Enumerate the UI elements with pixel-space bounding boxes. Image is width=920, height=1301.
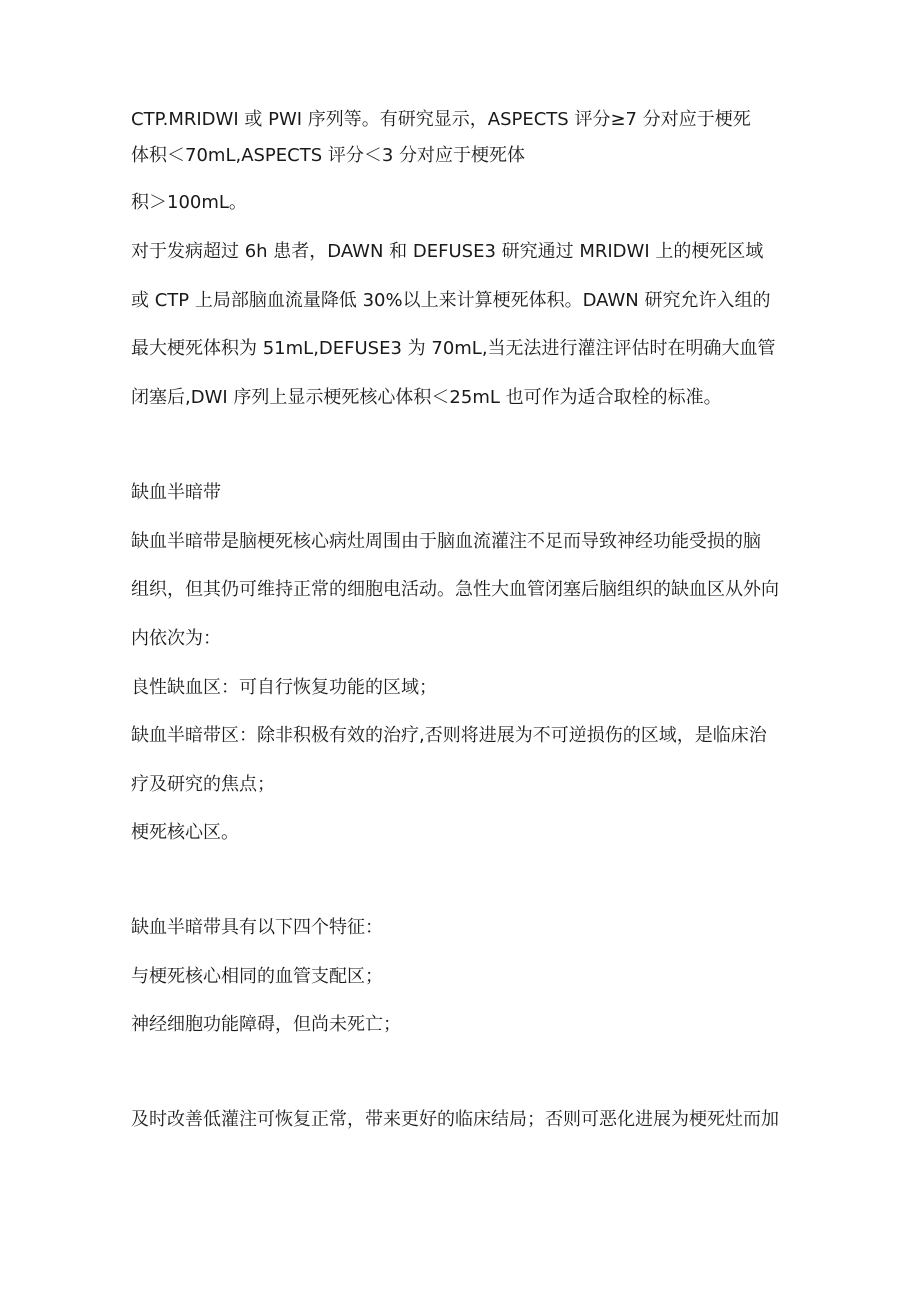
text-line: 缺血半暗带是脑梗死核心病灶周围由于脑血流灌注不足而导致神经功能受损的脑 [131,531,761,552]
text-line: 体积＜70mL,ASPECTS 评分＜3 分对应于梗死体 [131,145,526,166]
text-line: 闭塞后,DWI 序列上显示梗死核心体积＜25mL 也可作为适合取栓的标准。 [131,387,722,408]
text-line: 良性缺血区：可自行恢复功能的区域； [131,677,437,698]
text-line: 组织，但其仍可维持正常的细胞电活动。急性大血管闭塞后脑组织的缺血区从外向 [131,579,779,600]
text-line: 与梗死核心相同的血管支配区； [131,966,383,987]
text-line: 神经细胞功能障碍，但尚未死亡； [131,1014,401,1035]
text-line: 及时改善低灌注可恢复正常，带来更好的临床结局；否则可恶化进展为梗死灶而加 [131,1109,779,1130]
section-heading: 缺血半暗带 [131,482,221,503]
text-line: 缺血半暗带具有以下四个特征： [131,917,383,938]
text-line: 缺血半暗带区：除非积极有效的治疗,否则将进展为不可逆损伤的区域，是临床治 [131,725,767,746]
text-line: 或 CTP 上局部脑血流量降低 30%以上来计算梗死体积。DAWN 研究允许入组的 [131,290,771,311]
text-line: 疗及研究的焦点； [131,774,275,795]
text-line: 梗死核心区。 [131,822,239,843]
text-line: CTP.MRIDWI 或 PWI 序列等。有研究显示，ASPECTS 评分≥7 分对应于梗死 [131,109,751,130]
text-line: 积＞100mL。 [131,192,247,213]
text-line: 最大梗死体积为 51mL,DEFUSE3 为 70mL,当无法进行灌注评估时在明确大血管 [131,338,776,359]
text-line: 内依次为： [131,628,221,649]
text-line: 对于发病超过 6h 患者，DAWN 和 DEFUSE3 研究通过 MRIDWI 上的梗死区域 [131,241,764,262]
